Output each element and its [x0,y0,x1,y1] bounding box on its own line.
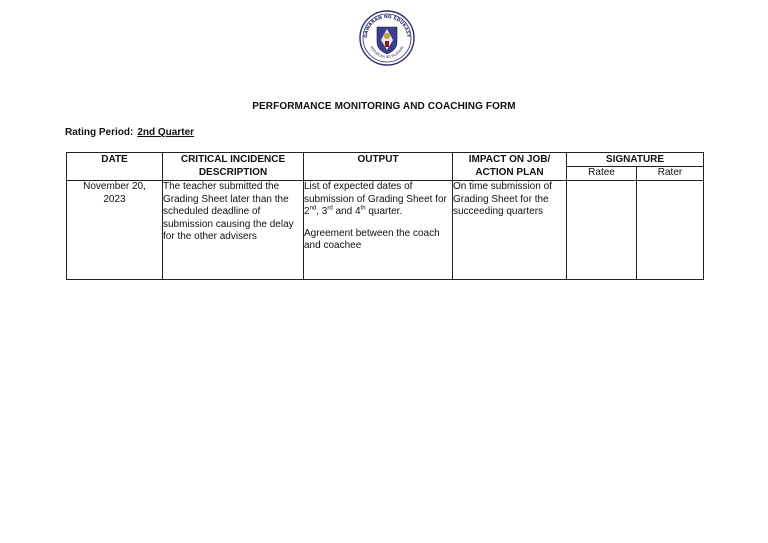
rating-period-label: Rating Period: [65,127,134,138]
header-impact: IMPACT ON JOB/ ACTION PLAN [453,153,567,181]
header-date: DATE [67,153,163,181]
cell-ratee-signature [567,181,637,280]
rating-period [65,127,194,138]
header-output: OUTPUT [304,153,453,181]
cell-output [304,181,453,280]
cell-impact: On time submission of Grading Sheet for the succeeding quarters [453,181,567,280]
rating-period-value: 2nd Quarter [137,127,195,138]
header-signature: SIGNATURE [567,153,704,167]
coaching-table [66,152,704,280]
form-title: PERFORMANCE MONITORING AND COACHING FORM [252,101,516,112]
svg-text:KAGAWARAN NG EDUKASYON: GAWARAN NG EDUKASY [363,14,411,39]
header-critical-incidence: CRITICAL INCIDENCE DESCRIPTION [163,153,304,181]
cell-critical-incidence: The teacher submitted the Grading Sheet later than the scheduled deadline of submission causing the delay for the other advisers [163,181,304,280]
deped-seal-logo [359,10,415,66]
output-text-2: Agreement between the coach and coachee [304,227,440,252]
header-rater: Rater [637,167,704,181]
table-row [67,181,704,280]
svg-text:REPUBLIKA NG PILIPINAS: REPUBLIKA NG PILIPINAS [369,45,405,60]
cell-date: November 20, 2023 [67,181,163,280]
output-text-1: List of expected dates of submission of Grading Sheet for 2nd, 3rd and 4th quarter. [304,181,447,218]
cell-rater-signature [637,181,704,280]
header-ratee: Ratee [567,167,637,181]
